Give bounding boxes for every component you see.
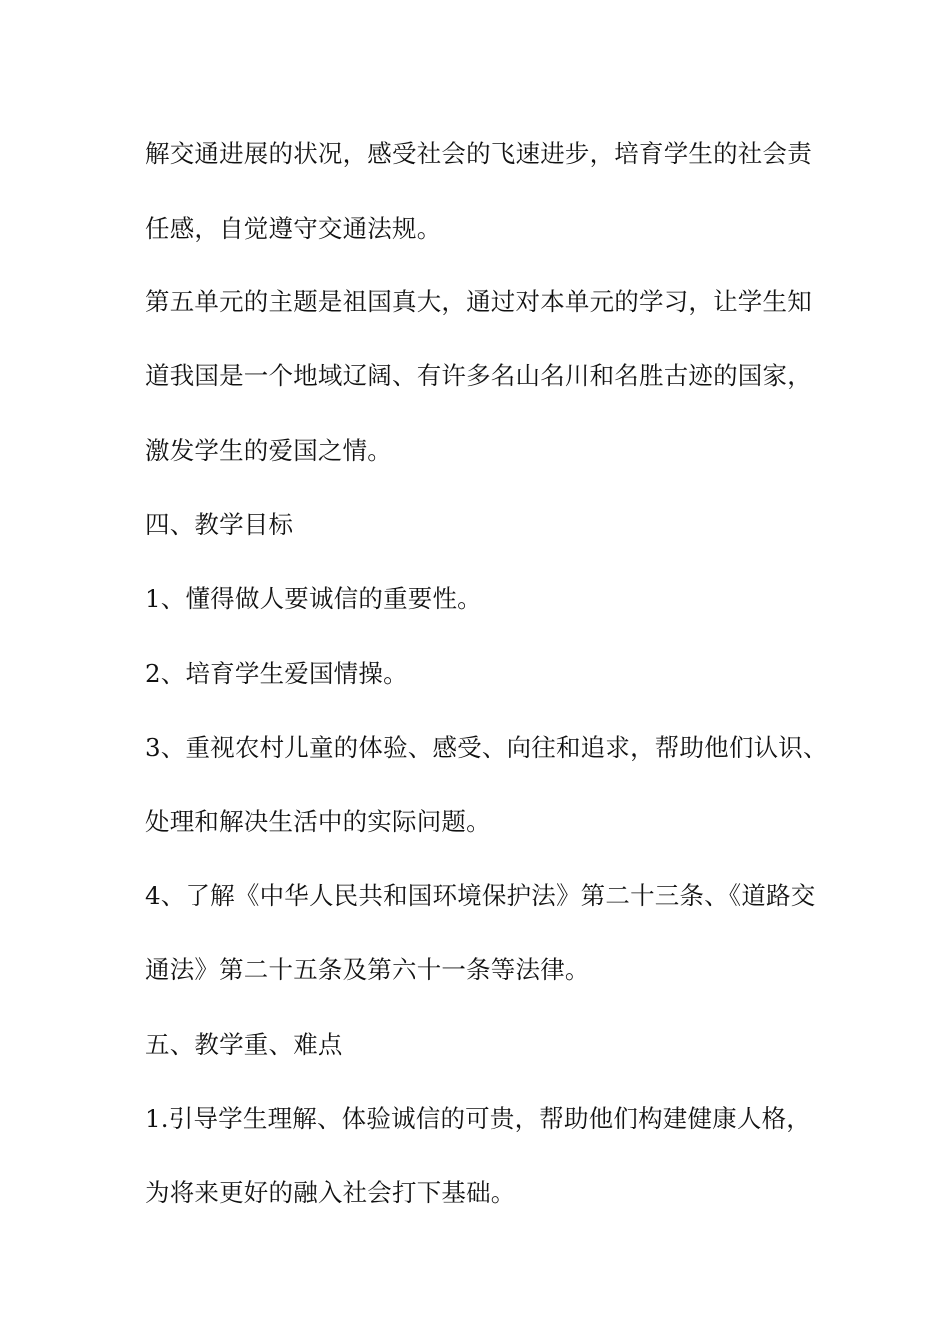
paragraph-line: 第五单元的主题是祖国真大，通过对本单元的学习，让学生知 [145, 287, 812, 316]
list-item: 3、重视农村儿童的体验、感受、向往和追求，帮助他们认识、 [145, 733, 828, 762]
section-heading: 五、教学重、难点 [145, 1030, 343, 1059]
section-heading: 四、教学目标 [145, 510, 294, 539]
paragraph-line: 道我国是一个地域辽阔、有许多名山名川和名胜古迹的国家， [145, 361, 812, 390]
paragraph-line: 激发学生的爱国之情。 [145, 436, 392, 465]
paragraph-line: 任感，自觉遵守交通法规。 [145, 214, 442, 243]
list-item: 2、培育学生爱国情操。 [145, 659, 408, 688]
list-item: 4、了解《中华人民共和国环境保护法》第二十三条、《道路交 [145, 881, 816, 910]
list-item-continuation: 为将来更好的融入社会打下基础。 [145, 1178, 516, 1207]
list-item: 1.引导学生理解、体验诚信的可贵，帮助他们构建健康人格， [145, 1104, 811, 1133]
list-item: 1、懂得做人要诚信的重要性。 [145, 584, 482, 613]
paragraph-line: 解交通进展的状况，感受社会的飞速进步，培育学生的社会责 [145, 139, 812, 168]
list-item-continuation: 处理和解决生活中的实际问题。 [145, 807, 491, 836]
list-item-continuation: 通法》第二十五条及第六十一条等法律。 [145, 955, 590, 984]
